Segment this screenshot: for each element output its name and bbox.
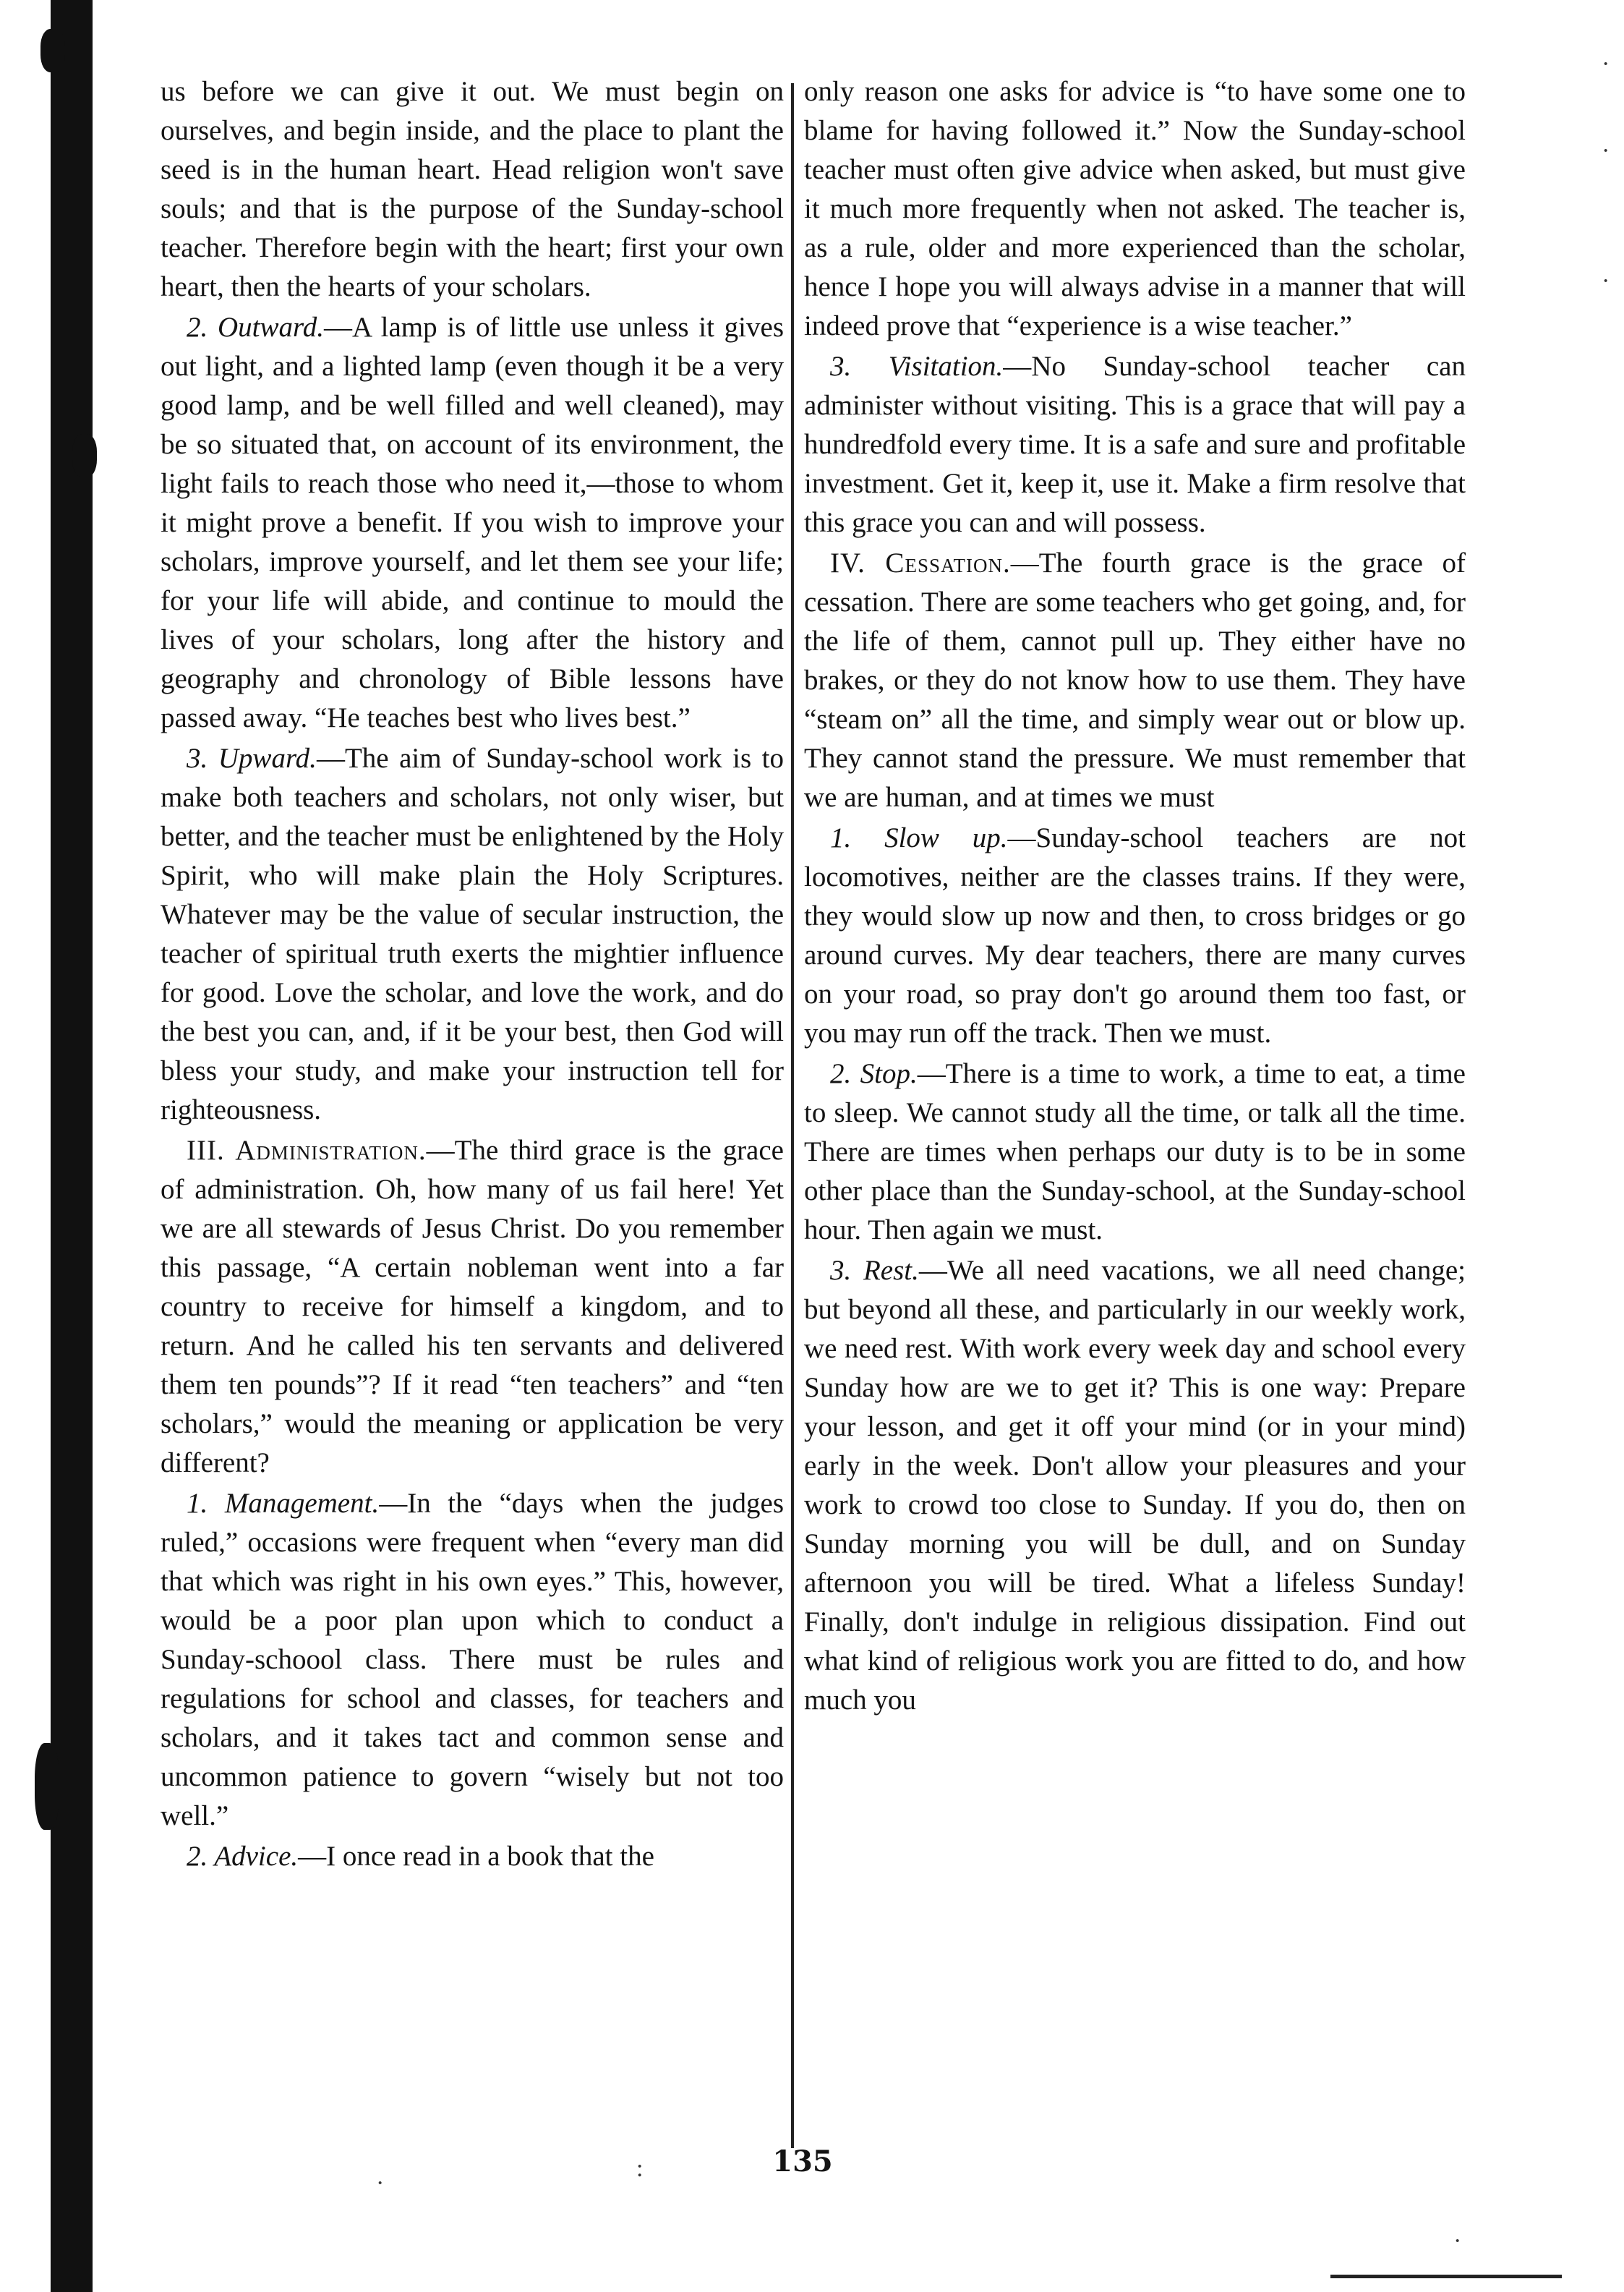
- paragraph: [804, 1251, 1466, 1720]
- paragraph: [161, 308, 784, 738]
- paragraph-text: us before we can give it out. We must begin on ourselves, and begin inside, and the place to plant the seed is in the human heart. Head religion won't save souls; and that is the purpose of the Sunday-school teacher. Therefore begin with the heart; first your own heart, then the hearts of your scholars.: [161, 76, 784, 302]
- paragraph-text: —A lamp is of little use unless it gives out light, and a lighted lamp (even though it be a very good lamp, and be well filled and well cleaned), may be so situated that, on account of its environment, the light fails to reach those who need it,—those to whom it might prove a benefit. If you wish to improve your scholars, improve yourself, and let them see your life; for your life will abide, and continue to mould the lives of your scholars, long after the history and geography and chronology of Bible lessons have passed away. “He teaches best who lives best.”: [161, 312, 784, 733]
- subsection-heading: 1. Slow up.: [830, 822, 1008, 853]
- paragraph-text: —There is a time to work, a time to eat, a time to sleep. We cannot study all the time, or talk all the time. There are times when perhaps our duty is to be in some other place than the Sunday-school, at the Sunday-school hour. Then again we must.: [804, 1058, 1466, 1245]
- section-heading: IV. Cessation.: [830, 548, 1011, 579]
- margin-speck: ·: [1602, 137, 1610, 164]
- paragraph: [161, 739, 784, 1130]
- binding-edge: [51, 0, 93, 2292]
- margin-speck: ·: [1602, 51, 1610, 77]
- margin-speck: :: [636, 2155, 644, 2182]
- margin-speck: ·: [376, 2170, 385, 2197]
- binding-notch: [72, 434, 97, 477]
- paragraph-text: —No Sunday-school teacher can administer without visiting. This is a grace that will pay a hundredfold every time. It is a safe and sure and profitable investment. Get it, keep it, use it. Make a firm resolve that this grace you can and will possess.: [804, 351, 1466, 538]
- binding-notch: [35, 1743, 59, 1830]
- paragraph: [804, 544, 1466, 817]
- paragraph-text: only reason one asks for advice is “to have some one to blame for having followed it.” Now the Sunday-school teacher must often give advice when asked, but must give it much more frequently when not asked. The teacher is, as a rule, older and more experienced than the scholar, hence I hope you will always advise in a manner that will indeed prove that “experience is a wise teacher.”: [804, 76, 1466, 341]
- paragraph-text: —We all need vacations, we all need change; but beyond all these, and particularly in our weekly work, we need rest. With work every week day and school every Sunday how are we to get it? This is one way: Prepare your lesson, and get it off your mind (or in your mind) early in the week. Don't allow your pleasures and your work to crowd too close to Sunday. If you do, then on Sunday morning you will be dull, and on Sunday afternoon you will be tired. What a lifeless Sunday! Finally, don't indulge in religious dissipation. Find out what kind of religious work you are fitted to do, and how much you: [804, 1255, 1466, 1716]
- paragraph-text: —Sunday-school teachers are not locomotives, neither are the classes trains. If they were, they would slow up now and then, to cross bridges or go around curves. My dear teachers, there are many curves on your road, so pray don't go around them too fast, or you may run off the track. Then we must.: [804, 822, 1466, 1049]
- paragraph-text: —The third grace is the grace of administration. Oh, how many of us fail here! Yet we are all stewards of Jesus Christ. Do you remember this passage, “A certain nobleman went into a far country to receive for himself a kingdom, and to return. And he called his ten servants and delivered them ten pounds”? If it read “ten teachers” and “ten scholars,” would the meaning or application be very different?: [161, 1135, 784, 1478]
- left-column: [161, 72, 784, 1876]
- subsection-heading: 2. Stop.: [830, 1058, 918, 1089]
- paragraph: [161, 1837, 784, 1876]
- subsection-heading: 1. Management.: [187, 1488, 380, 1519]
- margin-speck: ·: [1453, 2228, 1462, 2254]
- paragraph-text: —The fourth grace is the grace of cessation. There are some teachers who get going, and, for the life of them, cannot pull up. They either have no brakes, or they do not know how to use them. They have “steam on” all the time, and simply wear out or blow up. They cannot stand the pressure. We must remember that we are human, and at times we must: [804, 548, 1466, 813]
- right-column: [804, 72, 1466, 1720]
- paragraph: [161, 72, 784, 307]
- subsection-heading: 3. Rest.: [830, 1255, 919, 1286]
- paragraph: [804, 819, 1466, 1053]
- page-number: 135: [772, 2144, 833, 2178]
- section-heading: III. Administration.: [187, 1135, 427, 1166]
- margin-speck: ·: [1602, 268, 1610, 294]
- paragraph-text: —I once read in a book that the: [298, 1841, 654, 1872]
- paragraph-text: —In the “days when the judges ruled,” occasions were frequent when “every man did that which was right in his own eyes.” This, however, would be a poor plan upon which to conduct a Sunday-schoool class. There must be rules and regulations for school and classes, for teachers and scholars, and it takes tact and common sense and uncommon patience to govern “wisely but not too well.”: [161, 1488, 785, 1831]
- paragraph: [161, 1484, 784, 1836]
- paragraph-text: —The aim of Sunday-school work is to make both teachers and scholars, not only wiser, but better, and the teacher must be enlightened by the Holy Spirit, who will make plain the Holy Scriptures. Whatever may be the value of secular instruction, the teacher of spiritual truth exerts the mightier influence for good. Love the scholar, and love the work, and do the best you can, and, if it be your best, then God will bless your study, and make your instruction tell for righteousness.: [161, 743, 784, 1125]
- subsection-heading: 3. Upward.: [187, 743, 317, 774]
- binding-notch: [40, 29, 65, 72]
- paragraph: [804, 1055, 1466, 1250]
- paragraph: [804, 72, 1466, 346]
- column-divider: [791, 83, 794, 2148]
- paragraph: [161, 1131, 784, 1483]
- subsection-heading: 3. Visitation.: [830, 351, 1004, 382]
- subsection-heading: 2. Advice.: [187, 1841, 299, 1872]
- subsection-heading: 2. Outward.: [187, 312, 324, 343]
- paragraph: [804, 347, 1466, 542]
- bottom-rule: [1330, 2275, 1562, 2278]
